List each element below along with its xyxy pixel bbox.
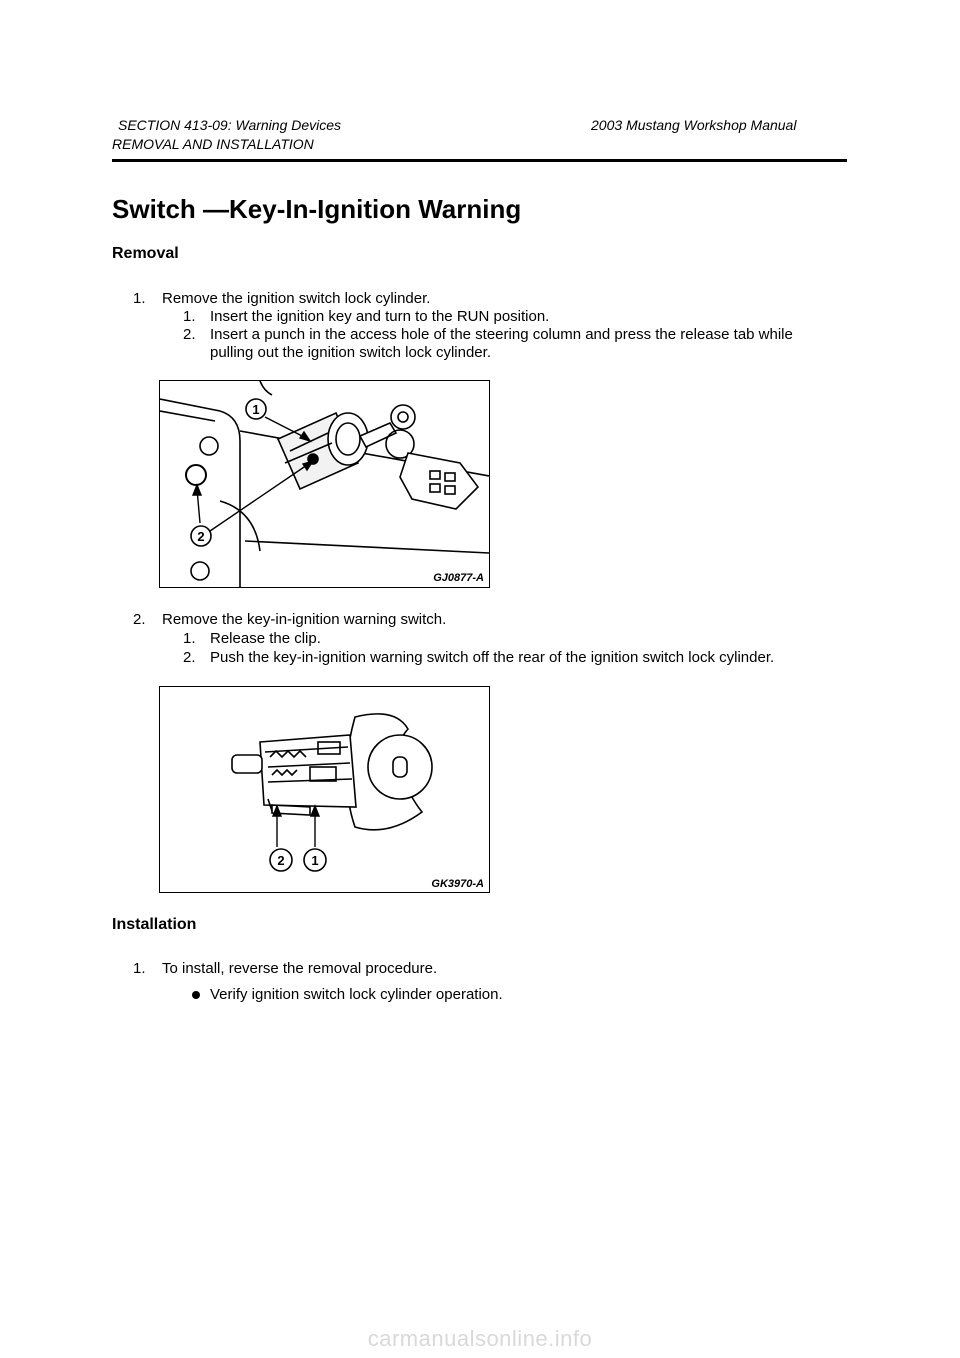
section-title: SECTION 413-09: Warning Devices — [118, 117, 342, 133]
figure1-callout-2: 2 — [197, 529, 205, 544]
figure-ignition-cylinder-removal — [159, 380, 490, 588]
substep-number: 2. — [183, 649, 196, 666]
page-title: Switch —Key-In-Ignition Warning — [112, 194, 522, 224]
step-number: 1. — [133, 960, 146, 977]
substep-text: Push the key-in-ignition warning switch off the rear of the ignition switch lock cylinder. — [210, 649, 775, 666]
warning-switch-illustration — [160, 687, 489, 892]
figure2-callout-1: 1 — [311, 853, 319, 868]
substep-number: 2. — [183, 326, 196, 343]
substep-number: 1. — [183, 630, 196, 647]
procedure-type: REMOVAL AND INSTALLATION — [112, 136, 314, 152]
removal-heading: Removal — [112, 245, 179, 262]
substep-text: Release the clip. — [210, 630, 321, 647]
figure2-callout-2: 2 — [277, 853, 285, 868]
figure1-label: GJ0877-A — [433, 572, 484, 584]
ignition-cylinder-illustration — [160, 381, 489, 587]
installation-heading: Installation — [112, 916, 197, 933]
step-text: To install, reverse the removal procedure. — [162, 960, 438, 977]
figure-warning-switch-removal — [159, 686, 490, 893]
step-number: 1. — [133, 290, 146, 307]
step-text: Remove the ignition switch lock cylinder. — [162, 290, 431, 307]
bullet-text: Verify ignition switch lock cylinder operation. — [210, 986, 503, 1003]
substep-number: 1. — [183, 308, 196, 325]
figure1-callout-1: 1 — [252, 402, 260, 417]
step-text: Remove the key-in-ignition warning switch. — [162, 611, 447, 628]
step-number: 2. — [133, 611, 146, 628]
substep-text-continued: pulling out the ignition switch lock cylinder. — [210, 344, 491, 361]
manual-title: 2003 Mustang Workshop Manual — [591, 117, 797, 133]
substep-text: Insert the ignition key and turn to the RUN position. — [210, 308, 550, 325]
substep-text: Insert a punch in the access hole of the steering column and press the release tab while — [210, 326, 793, 343]
bullet-icon — [192, 991, 200, 999]
header-rule — [112, 159, 847, 162]
watermark: carmanualsonline.info — [367, 1326, 593, 1351]
figure2-label: GK3970-A — [431, 878, 484, 890]
